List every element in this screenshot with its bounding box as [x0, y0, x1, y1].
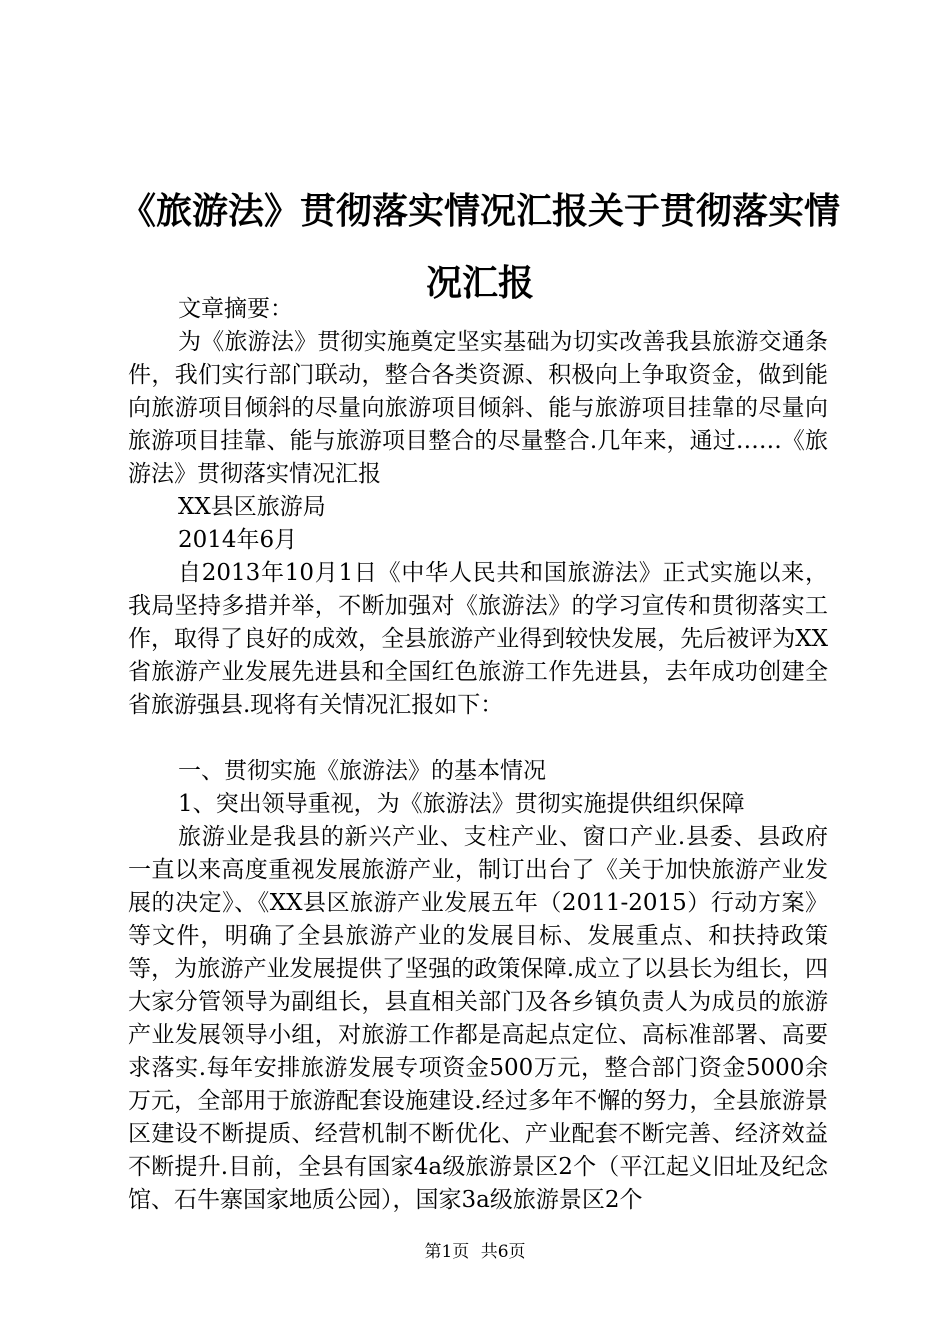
report-date: 2014年6月 [178, 527, 298, 553]
page-footer [0, 1241, 950, 1263]
page-total: 共6页 [480, 1242, 526, 1262]
paragraph-gap [128, 722, 828, 755]
abstract-label: 文章摘要： [178, 296, 293, 322]
title-line-2: 况汇报 [425, 262, 534, 304]
document-body [128, 293, 828, 1217]
page-number: 第1页 [424, 1242, 470, 1262]
intro-paragraph: 自2013年10月1日《中华人民共和国旅游法》正式实施以来，我局坚持多措并举，不断加强对《旅游法》的学习宣传和贯彻落实工作，取得了良好的成效，全县旅游产业得到较快发展，先后被评为XX省旅游产业发展先进县和全国红色旅游工作先进县，去年成功创建全省旅游强县.现将有关情况汇报如下： [128, 560, 828, 718]
section-heading: 一、贯彻实施《旅游法》的基本情况 [178, 758, 546, 784]
title-line-1: 《旅游法》贯彻落实情况汇报关于贯彻落实情 [120, 190, 841, 232]
subsection-paragraph: 旅游业是我县的新兴产业、支柱产业、窗口产业.县委、县政府一直以来高度重视发展旅游产业，制订出台了《关于加快旅游产业发展的决定》、《XX县区旅游产业发展五年（2011-2015）行动方案》等文件，明确了全县旅游产业的发展目标、发展重点、和扶持政策等，为旅游产业发展提供了坚强的政策保障.成立了以县长为组长，四大家分管领导为副组长，县直相关部门及各乡镇负责人为成员的旅游产业发展领导小组，对旅游工作都是高起点定位、高标准部署、高要求落实.每年安排旅游发展专项资金500万元，整合部门资金5000余万元，全部用于旅游配套设施建设.经过多年不懈的努力，全县旅游景区建设不断提质、经营机制不断优化、产业配套不断完善、经济效益不断提升.目前，全县有国家4a级旅游景区2个（平江起义旧址及纪念馆、石牛寨国家地质公园），国家3a级旅游景区2个 [128, 824, 828, 1213]
organization: XX县区旅游局 [178, 494, 326, 520]
abstract-text: 为《旅游法》贯彻实施奠定坚实基础为切实改善我县旅游交通条件，我们实行部门联动，整合各类资源、积极向上争取资金，做到能向旅游项目倾斜的尽量向旅游项目倾斜、能与旅游项目挂靠的尽量向旅游项目挂靠、能与旅游项目整合的尽量整合.几年来，通过……《旅游法》贯彻落实情况汇报 [128, 329, 828, 487]
subsection-heading: 1、突出领导重视，为《旅游法》贯彻实施提供组织保障 [178, 791, 745, 817]
